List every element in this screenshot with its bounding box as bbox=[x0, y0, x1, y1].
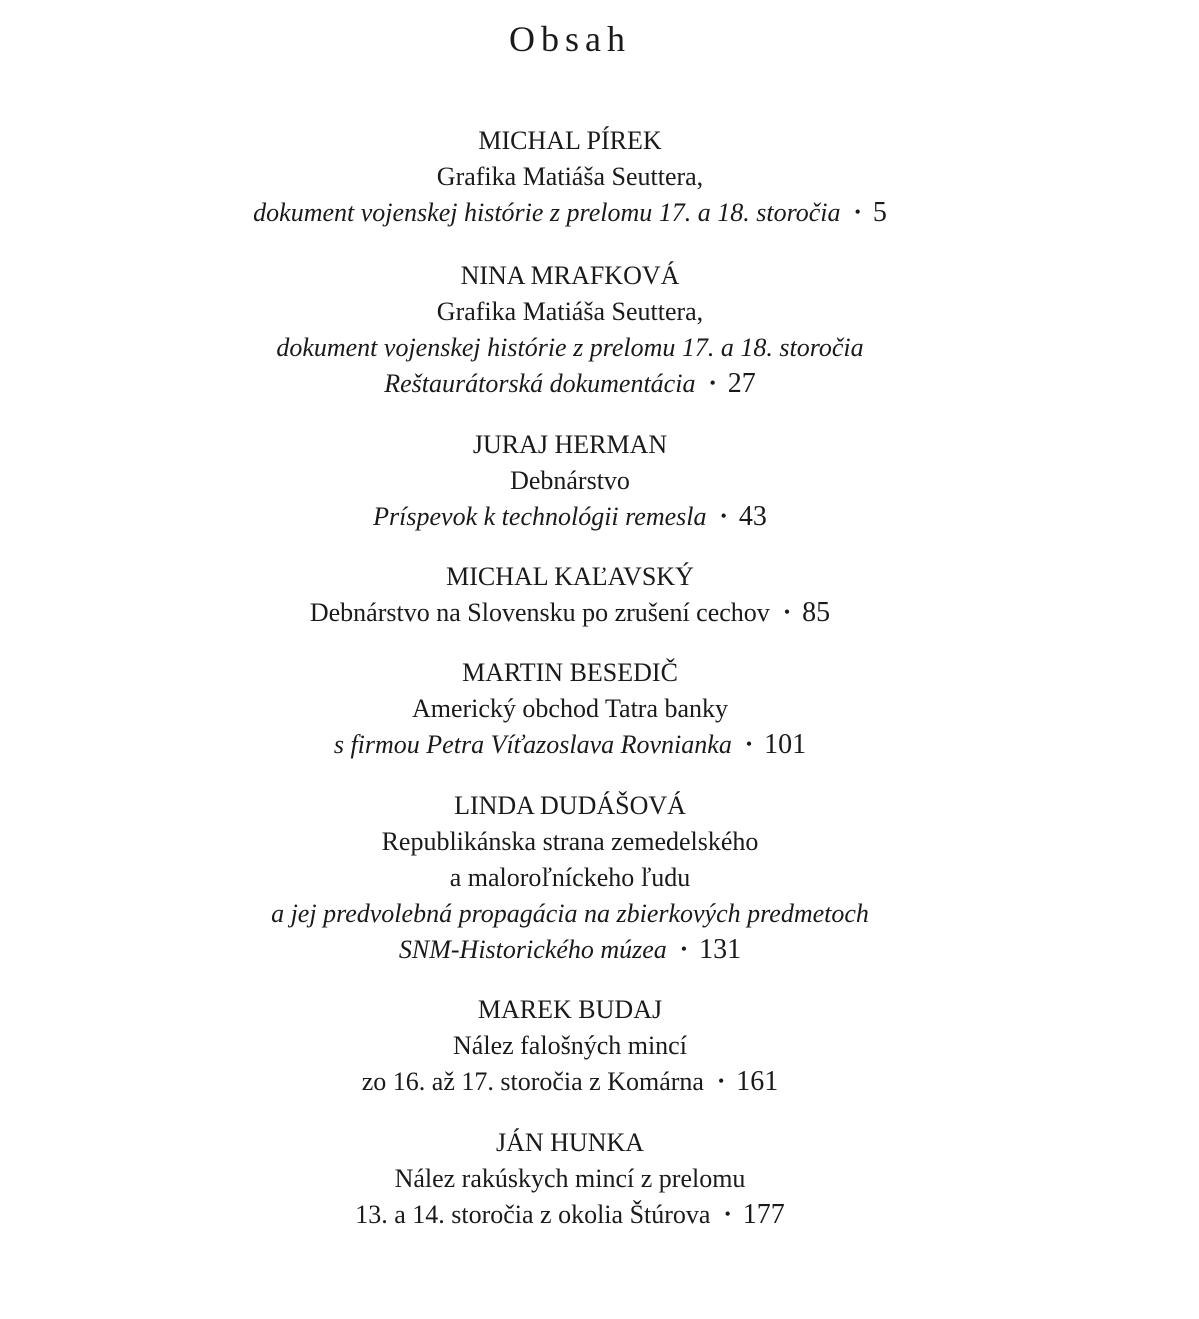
toc-title-line bbox=[0, 595, 1140, 633]
toc-title-line bbox=[0, 1161, 1140, 1197]
bullet-separator: • bbox=[680, 939, 688, 959]
bullet-separator: • bbox=[717, 1071, 725, 1091]
toc-title-line bbox=[0, 366, 1140, 404]
toc-title-text: zo 16. až 17. storočia z Komárna bbox=[361, 1067, 704, 1096]
toc-title-text: SNM-Historického múzea bbox=[398, 935, 667, 964]
toc-title-line bbox=[0, 294, 1140, 330]
toc-title-line bbox=[0, 159, 1140, 195]
toc-author: MICHAL KAĽAVSKÝ bbox=[446, 562, 694, 591]
toc-title-text: Grafika Matiáša Seuttera, bbox=[436, 162, 704, 191]
toc-title-text: dokument vojenskej histórie z prelomu 17. a 18. storočia bbox=[253, 198, 841, 227]
toc-page-number: 161 bbox=[736, 1066, 779, 1097]
toc-title-line bbox=[0, 1028, 1140, 1064]
toc-title-line bbox=[0, 860, 1140, 896]
toc-title-text: Debnárstvo na Slovensku po zrušení cechov bbox=[309, 598, 770, 627]
toc-title-line bbox=[0, 932, 1140, 970]
toc-author: MAREK BUDAJ bbox=[477, 995, 663, 1024]
toc-title-line bbox=[0, 896, 1140, 932]
toc-title-line bbox=[0, 691, 1140, 727]
toc-page-number: 5 bbox=[872, 197, 887, 228]
bullet-separator: • bbox=[720, 506, 727, 526]
toc-title-line bbox=[0, 463, 1140, 499]
toc-title-line bbox=[0, 1064, 1140, 1102]
toc-title-text: 13. a 14. storočia z okolia Štúrova bbox=[355, 1200, 711, 1229]
toc-title-line bbox=[0, 195, 1140, 233]
toc-title-text: Nález falošných mincí bbox=[453, 1031, 687, 1060]
toc-author: MICHAL PÍREK bbox=[478, 126, 662, 155]
toc-page-number: 101 bbox=[764, 729, 807, 760]
toc-title-text: Nález rakúskych mincí z prelomu bbox=[394, 1164, 746, 1193]
bullet-separator: • bbox=[745, 734, 753, 754]
toc-author: NINA MRAFKOVÁ bbox=[460, 261, 680, 290]
toc-page-number: 27 bbox=[727, 368, 756, 399]
toc-title-text: Americký obchod Tatra banky bbox=[411, 694, 729, 723]
bullet-separator: • bbox=[709, 373, 716, 393]
toc-title-text: Grafika Matiáša Seuttera, bbox=[436, 297, 704, 326]
toc-author: MARTIN BESEDIČ bbox=[462, 658, 678, 687]
toc-title-text: Reštaurátorská dokumentácia bbox=[384, 369, 696, 398]
page-title: Obsah bbox=[509, 19, 631, 59]
toc-title-line bbox=[0, 727, 1140, 765]
toc-title-line bbox=[0, 330, 1140, 366]
toc-title-line bbox=[0, 499, 1140, 537]
toc-author: JÁN HUNKA bbox=[495, 1128, 645, 1157]
toc-title-line bbox=[0, 1197, 1140, 1235]
toc-title-text: Príspevok k technológii remesla bbox=[373, 502, 707, 531]
toc-author: LINDA DUDÁŠOVÁ bbox=[454, 791, 686, 820]
toc-page-number: 131 bbox=[699, 934, 742, 965]
toc-author: JURAJ HERMAN bbox=[472, 430, 668, 459]
bullet-separator: • bbox=[783, 602, 791, 622]
bullet-separator: • bbox=[854, 202, 861, 222]
toc-title-text: dokument vojenskej histórie z prelomu 17. a 18. storočia bbox=[276, 333, 864, 362]
toc-title-text: s firmou Petra Víťazoslava Rovnianka bbox=[333, 730, 732, 759]
toc-title-text: a jej predvolebná propagácia na zbierkových predmetoch bbox=[271, 899, 869, 928]
toc-title-text: Republikánska strana zemedelského bbox=[381, 827, 759, 856]
bullet-separator: • bbox=[724, 1204, 731, 1224]
toc-page-number: 43 bbox=[738, 501, 767, 532]
toc-title-text: Debnárstvo bbox=[510, 466, 630, 495]
toc-title-text: a maloroľníckeho ľudu bbox=[449, 863, 691, 892]
toc-title-line bbox=[0, 824, 1140, 860]
toc-page-number: 177 bbox=[742, 1199, 785, 1230]
toc-page-number: 85 bbox=[802, 597, 831, 628]
